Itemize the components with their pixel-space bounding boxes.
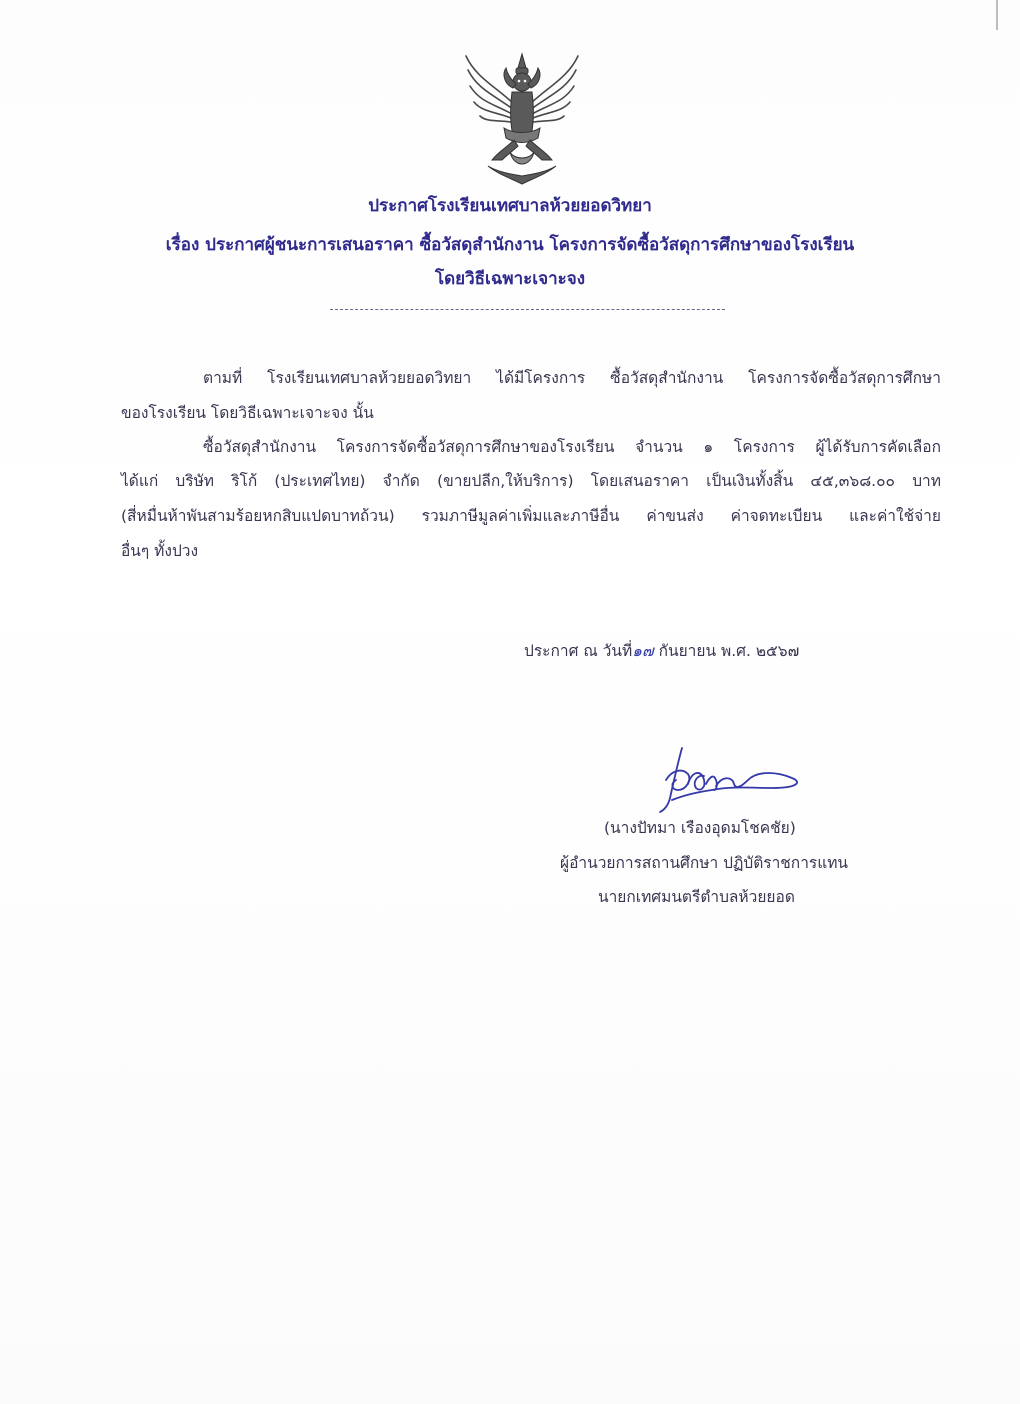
body-word: ของโรงเรียน โดยวิธีเฉพาะเจาะจง นั้น: [121, 404, 374, 422]
garuda-emblem-icon: [458, 48, 586, 188]
body-word: ตามที่: [203, 369, 243, 387]
body-line-6: [121, 538, 941, 563]
body-word: ผู้ได้รับการคัดเลือก: [815, 438, 941, 456]
body-word: โครงการ: [733, 438, 795, 456]
body-word: รวมภาษีมูลค่าเพิ่มและภาษีอื่น: [421, 507, 620, 525]
body-word: และค่าใช้จ่าย: [849, 507, 941, 525]
signer-authority: นายกเทศมนตรีตำบลห้วยยอด: [598, 888, 795, 906]
procurement-method: โดยวิธีเฉพาะเจาะจง: [434, 269, 586, 289]
body-word: บริษัท: [175, 472, 215, 490]
body-line-4: [121, 468, 941, 493]
body-word: โครงการจัดซื้อวัสดุการศึกษา: [748, 369, 941, 387]
body-word: จำกัด: [382, 472, 420, 490]
handwritten-signature-icon: [652, 740, 812, 820]
body-word: (ขายปลีก,ให้บริการ): [437, 472, 574, 490]
body-word: ริโก้: [231, 472, 258, 490]
body-word: ค่าขนส่ง: [646, 507, 704, 525]
body-word: ได้มีโครงการ: [496, 369, 586, 387]
signer-name: (นางปัทมา เรืองอุดมโชคชัย): [604, 819, 796, 837]
body-word: อื่นๆ ทั้งปวง: [121, 542, 199, 560]
body-word: โรงเรียนเทศบาลห้วยยอดวิทยา: [267, 369, 472, 387]
body-line-1: [203, 365, 941, 390]
body-word: ๑: [703, 438, 714, 456]
body-word: ซื้อวัสดุสำนักงาน: [610, 369, 724, 387]
date-day-handwritten: ๑๗: [632, 642, 654, 660]
price-amount: ๔๕,๓๖๘.๐๐: [810, 472, 896, 490]
date-prefix: ประกาศ ณ วันที่: [524, 642, 633, 660]
body-word: ค่าจดทะเบียน: [730, 507, 823, 525]
body-word: ได้แก่: [121, 472, 159, 490]
body-word: บาท: [912, 472, 941, 490]
body-word: ซื้อวัสดุสำนักงาน: [203, 438, 317, 456]
announcement-date: [524, 638, 799, 663]
body-word: โครงการจัดซื้อวัสดุการศึกษาของโรงเรียน: [336, 438, 615, 456]
body-line-5: [121, 503, 941, 528]
body-word: เป็นเงินทั้งสิ้น: [706, 472, 794, 490]
body-word: โดยเสนอราคา: [590, 472, 689, 490]
date-suffix: กันยายน พ.ศ. ๒๕๖๗: [658, 642, 800, 660]
announcement-title: ประกาศโรงเรียนเทศบาลห้วยยอดวิทยา: [368, 196, 652, 216]
body-word: จำนวน: [635, 438, 683, 456]
announcement-subject: เรื่อง ประกาศผู้ชนะการเสนอราคา ซื้อวัสดุสำนักงาน โครงการจัดซื้อวัสดุการศึกษาของโรงเรียน: [165, 235, 855, 255]
body-line-3: [203, 434, 941, 459]
separator-line: [330, 309, 725, 310]
scan-mark: [996, 0, 998, 30]
price-in-words: (สี่หมื่นห้าพันสามร้อยหกสิบแปดบาทถ้วน): [121, 507, 395, 525]
body-line-2: [121, 400, 941, 425]
body-word: (ประเทศไทย): [274, 472, 366, 490]
signer-position: ผู้อำนวยการสถานศึกษา ปฏิบัติราชการแทน: [560, 854, 849, 872]
